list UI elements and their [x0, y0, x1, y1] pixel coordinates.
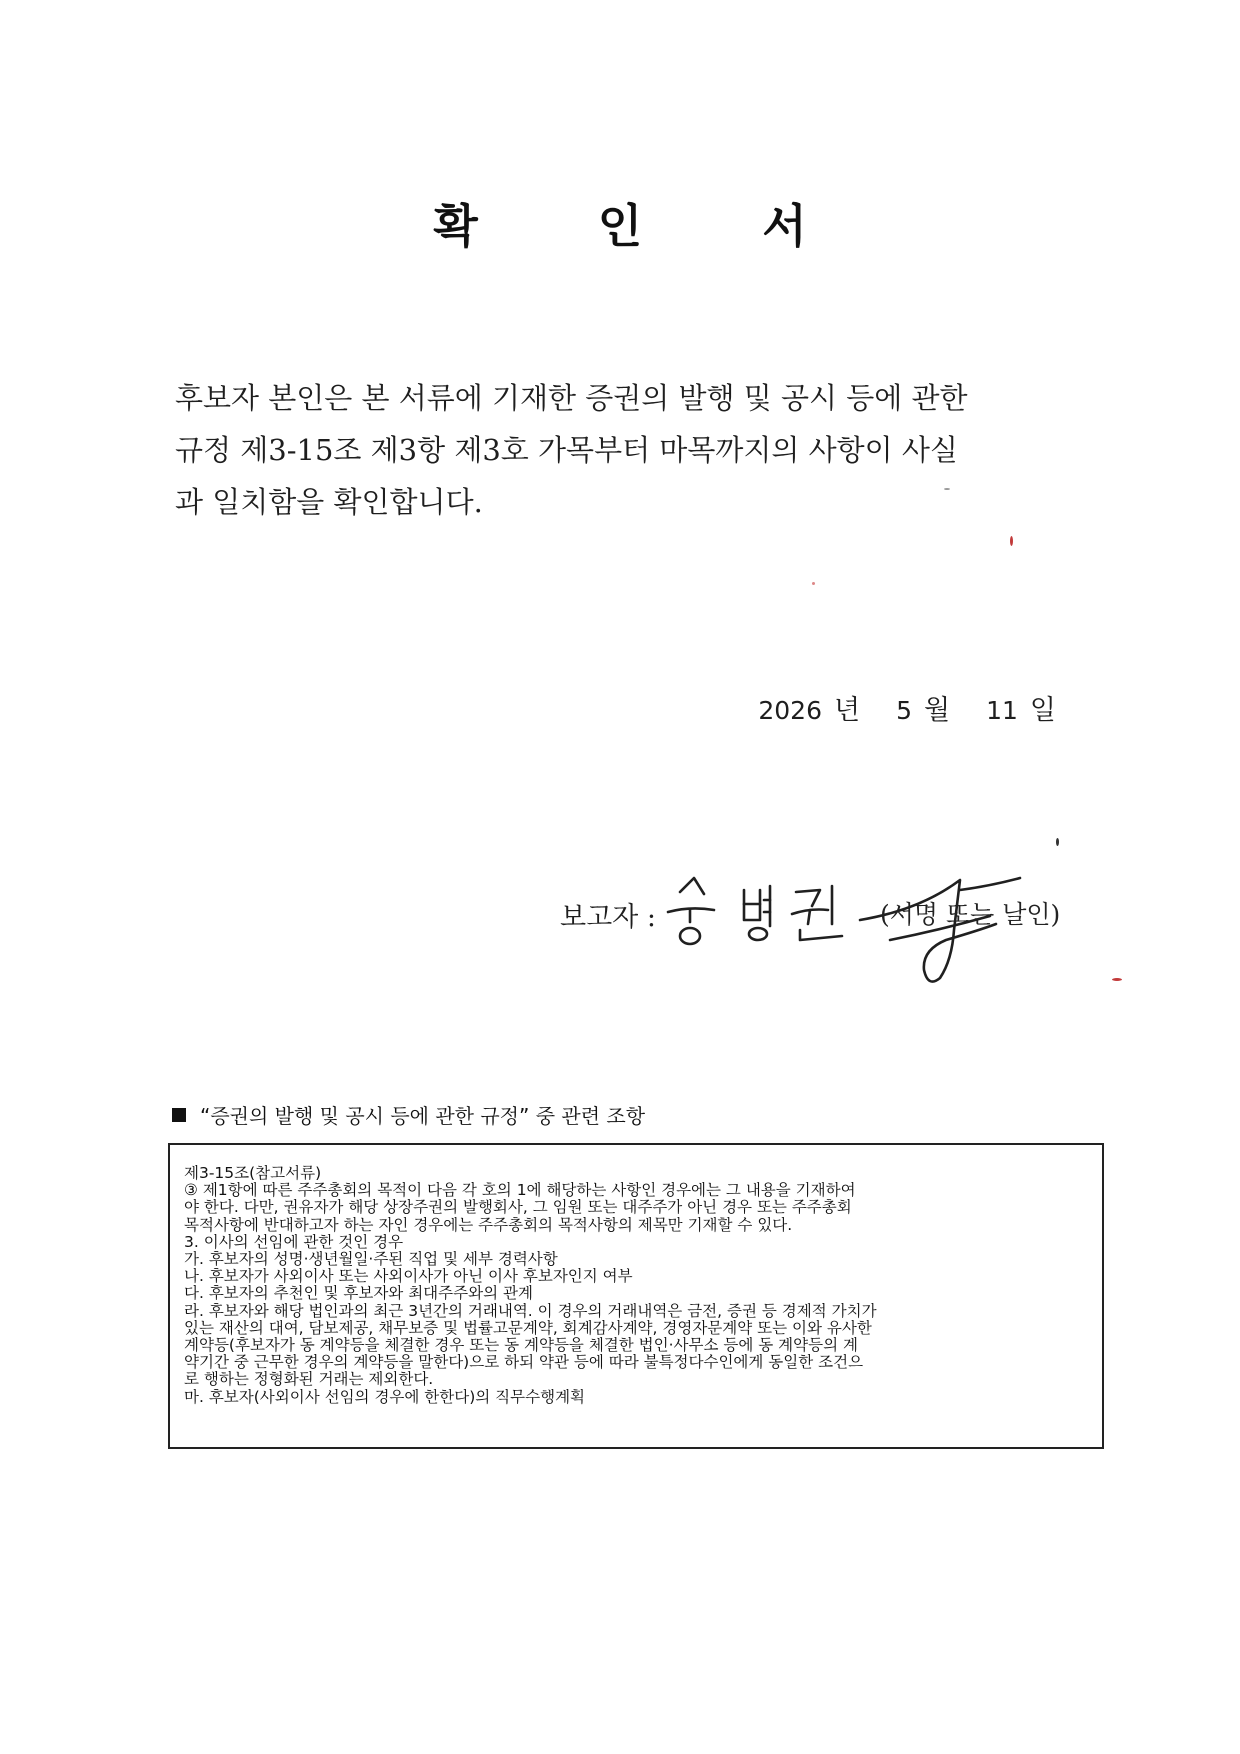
reporter-label: 보고자 :	[560, 902, 656, 933]
confirmation-statement	[175, 372, 1065, 528]
regulation-excerpt-box	[168, 1143, 1104, 1449]
statement-line: 규정 제3-15조 제3항 제3호 가목부터 마목까지의 사항이 사실	[175, 433, 958, 467]
regulation-line: 라. 후보자와 해당 법인과의 최근 3년간의 거래내역. 이 경우의 거래내역은 금전, 증권 등 경제적 가치가	[184, 1302, 877, 1320]
document-date	[758, 688, 1056, 727]
document-title: 확 인 서	[433, 199, 859, 253]
regulation-line: 제3-15조(참고서류)	[184, 1165, 322, 1182]
regulation-line: 목적사항에 반대하고자 하는 자인 경우에는 주주총회의 목적사항의 제목만 기재할 수 있다.	[184, 1216, 793, 1234]
regulation-line: 약기간 중 근무한 경우의 계약등을 말한다)으로 하되 약관 등에 따라 불특정다수인에게 동일한 조건으	[184, 1354, 864, 1372]
regulation-section-header	[172, 1100, 645, 1129]
regulation-line: ③ 제1항에 따른 주주총회의 목적이 다음 각 호의 1에 해당하는 사항인 경우에는 그 내용을 기재하여	[184, 1182, 856, 1200]
regulation-line: 로 행하는 정형화된 거래는 제외한다.	[184, 1371, 434, 1389]
regulation-line: 계약등(후보자가 동 계약등을 체결한 경우 또는 동 계약등을 체결한 법인·사무소 등에 동 계약등의 계	[184, 1337, 858, 1355]
date-year-unit: 년	[834, 695, 861, 726]
regulation-line: 마. 후보자(사외이사 선임의 경우에 한한다)의 직무수행계획	[184, 1388, 586, 1406]
signature-note: (서명 또는 날인)	[880, 900, 1061, 929]
statement-line: 후보자 본인은 본 서류에 기재한 증권의 발행 및 공시 등에 관한	[175, 381, 968, 415]
regulation-line: 3. 이사의 선임에 관한 것인 경우	[184, 1233, 404, 1251]
regulation-line: 가. 후보자의 성명·생년월일·주된 직업 및 세부 경력사항	[184, 1251, 558, 1269]
scan-speck	[812, 582, 815, 585]
scan-speck	[1112, 978, 1122, 981]
square-bullet-icon	[172, 1108, 186, 1122]
date-day: 11	[986, 696, 1018, 725]
date-month-unit: 월	[924, 695, 951, 726]
regulation-line: 야 한다. 다만, 권유자가 해당 상장주권의 발행회사, 그 임원 또는 대주주가 아닌 경우 또는 주주총회	[184, 1199, 852, 1217]
scan-speck	[944, 488, 950, 490]
regulation-line: 나. 후보자가 사외이사 또는 사외이사가 아닌 이사 후보자인지 여부	[184, 1268, 633, 1286]
date-day-unit: 일	[1029, 695, 1056, 726]
date-month: 5	[896, 696, 912, 725]
scan-speck	[1010, 536, 1013, 546]
scan-speck	[1056, 838, 1059, 846]
regulation-header-text: “증권의 발행 및 공시 등에 관한 규정” 중 관련 조항	[200, 1104, 646, 1128]
regulation-line: 있는 재산의 대여, 담보제공, 채무보증 및 법률고문계약, 회계감사계약, 경영자문계약 또는 이와 유사한	[184, 1319, 872, 1337]
regulation-line: 다. 후보자의 추천인 및 후보자와 최대주주와의 관계	[184, 1285, 533, 1303]
statement-line: 과 일치함을 확인합니다.	[175, 485, 483, 519]
date-year: 2026	[758, 696, 822, 725]
